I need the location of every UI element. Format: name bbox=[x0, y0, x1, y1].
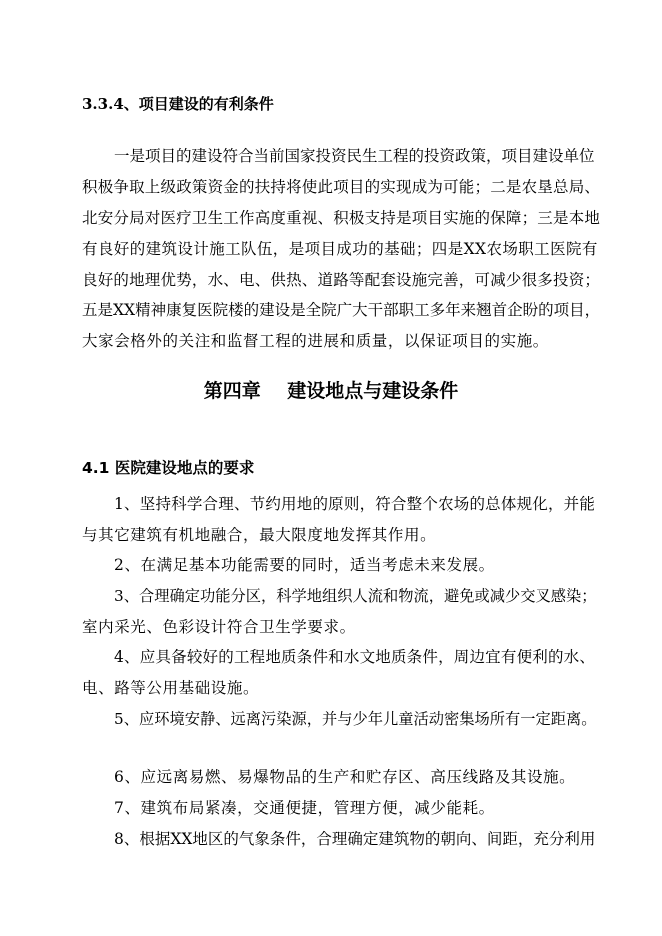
list-item-line: 与其它建筑有机地融合，最大限度地发挥其作用。 bbox=[82, 526, 437, 544]
section-heading-3-3-4: 3.3.4、项目建设的有利条件 bbox=[82, 95, 274, 113]
list-item-line: 7、建筑布局紧凑，交通便捷，管理方便，减少能耗。 bbox=[114, 799, 495, 817]
paragraph-line: 积极争取上级政策资金的扶持将使此项目的实现成为可能；二是农垦总局、 bbox=[82, 178, 601, 196]
list-item-line: 2、在满足基本功能需要的同时，适当考虑未来发展。 bbox=[114, 556, 495, 574]
section-heading-4-1: 4.1 医院建设地点的要求 bbox=[82, 459, 255, 477]
list-item-line: 5、应环境安静、远离污染源，并与少年儿童活动密集场所有一定距离。 bbox=[114, 710, 597, 728]
chapter-title: 第四章 建设地点与建设条件 bbox=[203, 380, 459, 402]
paragraph-line: 大家会格外的关注和监督工程的进展和质量，以保证项目的实施。 bbox=[82, 332, 549, 350]
paragraph-line: 五是XX精神康复医院楼的建设是全院广大干部职工多年来翘首企盼的项目， bbox=[82, 301, 601, 319]
paragraph-line: 有良好的建筑设计施工队伍，是项目成功的基础；四是XX农场职工医院有 bbox=[82, 240, 598, 258]
list-item-line: 1、坚持科学合理、节约用地的原则，符合整个农场的总体规化，并能 bbox=[114, 495, 596, 513]
paragraph-line: 一是项目的建设符合当前国家投资民生工程的投资政策，项目建设单位 bbox=[114, 147, 595, 165]
list-item-line: 4、应具备较好的工程地质条件和水文地质条件，周边宜有便利的水、 bbox=[114, 648, 596, 666]
list-item-line: 3、合理确定功能分区，科学地组织人流和物流，避免或减少交叉感染； bbox=[114, 587, 597, 605]
paragraph-line: 北安分局对医疗卫生工作高度重视、积极支持是项目实施的保障；三是本地 bbox=[82, 209, 601, 227]
list-item-line: 6、应远离易燃、易爆物品的生产和贮存区、高压线路及其设施。 bbox=[114, 768, 576, 786]
list-item-line: 电、路等公用基础设施。 bbox=[82, 679, 260, 697]
list-item-line: 8、根据XX地区的气象条件，合理确定建筑物的朝向、间距，充分利用 bbox=[114, 830, 596, 848]
paragraph-line: 良好的地理优势，水、电、供热、道路等配套设施完善，可减少很多投资； bbox=[82, 271, 601, 289]
list-item-line: 室内采光、色彩设计符合卫生学要求。 bbox=[82, 618, 356, 636]
